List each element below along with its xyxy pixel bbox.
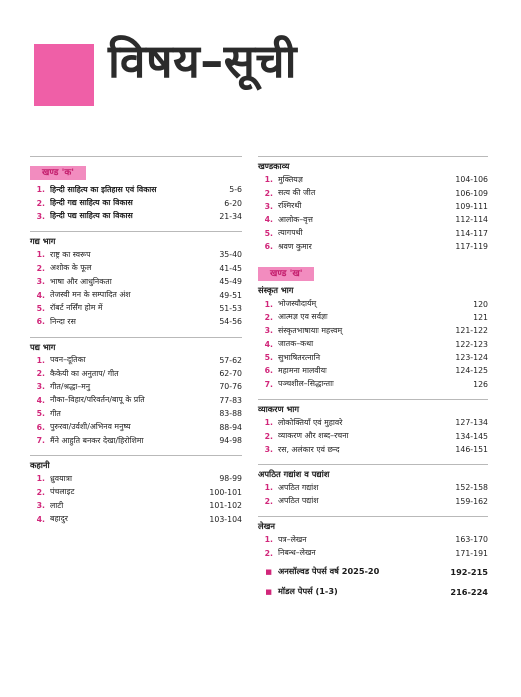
toc-entry[interactable] bbox=[30, 183, 242, 196]
entry-pages: 101-102 bbox=[209, 501, 242, 511]
entry-label: पुरुरवा/उर्वशी/अभिनव मनुष्य bbox=[50, 422, 131, 432]
entry-label: राष्ट्र का स्वरूप bbox=[50, 249, 91, 259]
entry-label: पंचलाइट bbox=[50, 487, 75, 497]
entry-number: 2. bbox=[264, 312, 273, 322]
toc-entry[interactable] bbox=[258, 186, 488, 199]
entry-label: मॉडल पेपर्स (1-3) bbox=[278, 586, 338, 597]
entry-label: महामना मालवीयः bbox=[278, 365, 327, 375]
entry-label: भोजस्यौदार्यम् bbox=[278, 299, 317, 309]
entry-number: 1. bbox=[36, 185, 45, 195]
entry-pages: 83-88 bbox=[219, 409, 242, 419]
entry-number: 3. bbox=[36, 211, 45, 221]
entry-number: 4. bbox=[264, 339, 273, 349]
entry-label: पवन–दूतिका bbox=[50, 355, 86, 365]
toc-entry[interactable] bbox=[30, 472, 242, 485]
toc-entry[interactable] bbox=[30, 315, 242, 328]
entry-label: अपठित पद्यांश bbox=[278, 496, 319, 506]
toc-entry[interactable] bbox=[30, 499, 242, 512]
entry-pages: 57-62 bbox=[219, 355, 242, 365]
entry-number: 1. bbox=[264, 175, 273, 185]
toc-entry[interactable] bbox=[30, 486, 242, 499]
entry-number: 4. bbox=[36, 395, 45, 405]
pink-title-block bbox=[34, 44, 94, 106]
toc-entry[interactable] bbox=[258, 533, 488, 546]
entry-label: अनसॉल्वड पेपर्स वर्ष 2025-20 bbox=[278, 566, 380, 577]
section-divider bbox=[30, 337, 242, 338]
section-kahani bbox=[30, 455, 242, 526]
section-divider bbox=[258, 399, 488, 400]
entry-label: पत्र–लेखन bbox=[278, 534, 307, 544]
entry-pages: 152-158 bbox=[455, 483, 488, 493]
entry-label: संस्कृतभाषायाः महत्त्वम् bbox=[278, 325, 343, 335]
entry-label: व्याकरण और शब्द–रचना bbox=[278, 431, 349, 441]
entry-pages: 6-20 bbox=[224, 198, 242, 208]
section-divider bbox=[30, 231, 242, 232]
entry-pages: 88-94 bbox=[219, 422, 242, 432]
entry-number: 2. bbox=[36, 263, 45, 273]
toc-left-column bbox=[30, 156, 242, 534]
entry-number: 1. bbox=[264, 418, 273, 428]
section-khand-ka bbox=[30, 156, 242, 223]
entry-number: 2. bbox=[36, 198, 45, 208]
section-heading: कहानी bbox=[30, 460, 50, 471]
entry-pages: 35-40 bbox=[219, 250, 242, 260]
entry-pages: 112-114 bbox=[455, 215, 488, 225]
entry-number: 2. bbox=[264, 188, 273, 198]
entry-pages: 127-134 bbox=[455, 418, 488, 428]
toc-entry[interactable] bbox=[258, 227, 488, 240]
toc-entry[interactable] bbox=[258, 378, 488, 391]
section-divider bbox=[30, 156, 242, 157]
entry-pages: 146-151 bbox=[455, 445, 488, 455]
entry-pages: 62-70 bbox=[219, 369, 242, 379]
entry-label: लोकोक्तियाँ एवं मुहावरे bbox=[278, 417, 343, 427]
entry-pages: 159-162 bbox=[455, 496, 488, 506]
entry-number: 1. bbox=[36, 250, 45, 260]
section-heading: पद्य भाग bbox=[30, 341, 56, 352]
entry-label: मुक्तियज्ञ bbox=[278, 174, 303, 184]
entry-number: 2. bbox=[36, 369, 45, 379]
section-divider bbox=[258, 464, 488, 465]
toc-entry[interactable] bbox=[30, 288, 242, 301]
page-title: विषय–सूची bbox=[108, 34, 297, 88]
toc-entry-model-papers[interactable] bbox=[258, 584, 488, 600]
entry-pages: 49-51 bbox=[219, 290, 242, 300]
entry-pages: 192-215 bbox=[450, 566, 488, 577]
entry-number: 2. bbox=[264, 496, 273, 506]
entry-label: हिन्दी गद्य साहित्य का विकास bbox=[50, 198, 133, 208]
entry-number: 4. bbox=[264, 215, 273, 225]
toc-entry[interactable] bbox=[258, 351, 488, 364]
entry-pages: 54-56 bbox=[219, 317, 242, 327]
entry-number: 4. bbox=[36, 514, 45, 524]
entry-label: रस, अलंकार एवं छन्द bbox=[278, 444, 340, 454]
entry-number: 2. bbox=[264, 548, 273, 558]
khand-ka-badge: खण्ड 'क' bbox=[30, 166, 86, 180]
entry-pages: 94-98 bbox=[219, 436, 242, 446]
entry-pages: 121 bbox=[473, 312, 488, 322]
toc-entry[interactable] bbox=[258, 173, 488, 186]
section-apathit bbox=[258, 464, 488, 508]
entry-pages: 121-122 bbox=[455, 326, 488, 336]
entry-label: मैंने आहुति बनकर देखा/हिरोशिमा bbox=[50, 435, 144, 445]
entry-number: 2. bbox=[264, 431, 273, 441]
entry-pages: 51-53 bbox=[219, 303, 242, 313]
entry-pages: 109-111 bbox=[455, 201, 488, 211]
toc-entry[interactable] bbox=[258, 495, 488, 508]
entry-pages: 5-6 bbox=[229, 185, 242, 195]
entry-label: कैकेयी का अनुताप/ गीत bbox=[50, 368, 119, 378]
entry-number: 6. bbox=[264, 242, 273, 252]
section-gadya bbox=[30, 231, 242, 328]
section-divider bbox=[258, 156, 488, 157]
entry-label: निन्दा रस bbox=[50, 316, 76, 326]
entry-label: भाषा और आधुनिकता bbox=[50, 276, 112, 286]
entry-pages: 122-123 bbox=[455, 339, 488, 349]
entry-pages: 104-106 bbox=[455, 175, 488, 185]
section-vyakaran bbox=[258, 399, 488, 456]
entry-number: 5. bbox=[36, 409, 45, 419]
entry-number: 1. bbox=[264, 535, 273, 545]
toc-entry[interactable] bbox=[258, 297, 488, 310]
entry-number: 1. bbox=[264, 483, 273, 493]
square-bullet-icon: ■ bbox=[265, 567, 272, 576]
entry-number: 7. bbox=[264, 379, 273, 389]
entry-pages: 124-125 bbox=[455, 366, 488, 376]
entry-label: निबन्ध–लेखन bbox=[278, 548, 316, 558]
toc-entry-unsolved-papers[interactable] bbox=[258, 564, 488, 580]
entry-label: आत्मज्ञ एव सर्वज्ञः bbox=[278, 312, 328, 322]
entry-number: 5. bbox=[36, 303, 45, 313]
entry-pages: 216-224 bbox=[450, 586, 488, 597]
entry-pages: 171-191 bbox=[455, 548, 488, 558]
toc-entry[interactable] bbox=[258, 481, 488, 494]
entry-number: 3. bbox=[36, 277, 45, 287]
entry-number: 7. bbox=[36, 436, 45, 446]
toc-right-column bbox=[258, 156, 488, 608]
section-heading: संस्कृत भाग bbox=[258, 285, 294, 296]
entry-label: बहादुर bbox=[50, 514, 68, 524]
entry-label: नौका–विहार/परिवर्तन/बापू के प्रति bbox=[50, 395, 145, 405]
entry-number: 5. bbox=[264, 353, 273, 363]
entry-label: ध्रुवयात्रा bbox=[50, 473, 72, 483]
entry-label: अपठित गद्यांश bbox=[278, 482, 319, 492]
entry-pages: 123-124 bbox=[455, 353, 488, 363]
entry-label: गीत/श्रद्धा–मनु bbox=[50, 381, 91, 391]
toc-entry[interactable] bbox=[258, 200, 488, 213]
entry-number: 6. bbox=[36, 422, 45, 432]
entry-number: 6. bbox=[264, 366, 273, 376]
toc-entry[interactable] bbox=[30, 196, 242, 209]
toc-entry[interactable] bbox=[258, 443, 488, 456]
entry-number: 6. bbox=[36, 317, 45, 327]
khand-kha-badge: खण्ड 'ख' bbox=[258, 267, 314, 281]
toc-entry[interactable] bbox=[30, 420, 242, 433]
toc-entry[interactable] bbox=[30, 512, 242, 525]
toc-entry[interactable] bbox=[258, 311, 488, 324]
entry-label: त्यागपथी bbox=[278, 228, 303, 238]
entry-number: 3. bbox=[264, 326, 273, 336]
entry-label: गीत bbox=[50, 408, 61, 418]
entry-label: अशोक के फूल bbox=[50, 263, 92, 273]
section-khand-kha bbox=[258, 261, 488, 391]
square-bullet-icon: ■ bbox=[265, 587, 272, 596]
entry-pages: 114-117 bbox=[455, 228, 488, 238]
entry-pages: 106-109 bbox=[455, 188, 488, 198]
entry-number: 3. bbox=[264, 201, 273, 211]
toc-entry[interactable] bbox=[30, 380, 242, 393]
entry-pages: 163-170 bbox=[455, 535, 488, 545]
entry-number: 4. bbox=[36, 290, 45, 300]
toc-entry[interactable] bbox=[30, 248, 242, 261]
entry-label: तेजस्वी मन के सम्पादित अंश bbox=[50, 290, 131, 300]
toc-entry[interactable] bbox=[30, 262, 242, 275]
toc-entry[interactable] bbox=[258, 416, 488, 429]
toc-entry[interactable] bbox=[30, 275, 242, 288]
entry-pages: 126 bbox=[473, 379, 488, 389]
entry-pages: 41-45 bbox=[219, 263, 242, 273]
toc-entry[interactable] bbox=[258, 429, 488, 442]
toc-entry[interactable] bbox=[30, 302, 242, 315]
toc-entry[interactable] bbox=[30, 434, 242, 447]
toc-entry[interactable] bbox=[258, 240, 488, 253]
entry-label: हिन्दी साहित्य का इतिहास एवं विकास bbox=[50, 184, 157, 194]
entry-pages: 117-119 bbox=[455, 242, 488, 252]
toc-entry[interactable] bbox=[30, 210, 242, 223]
section-divider bbox=[258, 516, 488, 517]
toc-entry[interactable] bbox=[30, 354, 242, 367]
toc-entry[interactable] bbox=[30, 407, 242, 420]
entry-pages: 45-49 bbox=[219, 277, 242, 287]
entry-pages: 70-76 bbox=[219, 382, 242, 392]
entry-label: जातक–कथा bbox=[278, 339, 314, 349]
entry-label: रॉबर्ट नर्सिंग होम में bbox=[50, 303, 103, 313]
toc-entry[interactable] bbox=[258, 546, 488, 559]
entry-label: श्रवण कुमार bbox=[278, 241, 312, 251]
entry-label: सुभाषितरत्नानि bbox=[278, 352, 321, 362]
toc-entry[interactable] bbox=[258, 213, 488, 226]
section-padya bbox=[30, 337, 242, 448]
entry-label: सत्य की जीत bbox=[278, 188, 316, 198]
entry-label: हिन्दी पद्य साहित्य का विकास bbox=[50, 211, 133, 221]
entry-pages: 100-101 bbox=[209, 487, 242, 497]
entry-number: 5. bbox=[264, 228, 273, 238]
section-heading: खण्डकाव्य bbox=[258, 161, 290, 171]
entry-pages: 77-83 bbox=[219, 395, 242, 405]
entry-number: 1. bbox=[36, 355, 45, 365]
entry-pages: 134-145 bbox=[455, 431, 488, 441]
section-heading: व्याकरण भाग bbox=[258, 404, 300, 415]
entry-label: लाटी bbox=[50, 500, 64, 510]
entry-number: 1. bbox=[264, 299, 273, 309]
toc-entry[interactable] bbox=[30, 394, 242, 407]
toc-entry[interactable] bbox=[258, 338, 488, 351]
section-heading: गद्य भाग bbox=[30, 236, 56, 247]
entry-number: 3. bbox=[36, 382, 45, 392]
section-heading: अपठित गद्यांश व पद्यांश bbox=[258, 469, 330, 480]
toc-entry[interactable] bbox=[258, 324, 488, 337]
toc-entry[interactable] bbox=[30, 367, 242, 380]
entry-pages: 21-34 bbox=[219, 211, 242, 221]
section-khandkavya bbox=[258, 156, 488, 253]
entry-label: रश्मिरथी bbox=[278, 201, 302, 211]
entry-pages: 98-99 bbox=[219, 474, 242, 484]
entry-number: 2. bbox=[36, 487, 45, 497]
entry-number: 1. bbox=[36, 474, 45, 484]
section-divider bbox=[30, 455, 242, 456]
entry-number: 3. bbox=[36, 501, 45, 511]
entry-label: पञ्चशील–सिद्धान्ताः bbox=[278, 379, 334, 389]
section-lekhan bbox=[258, 516, 488, 600]
entry-number: 3. bbox=[264, 445, 273, 455]
entry-pages: 120 bbox=[473, 299, 488, 309]
entry-pages: 103-104 bbox=[209, 514, 242, 524]
toc-entry[interactable] bbox=[258, 364, 488, 377]
section-heading: लेखन bbox=[258, 521, 276, 532]
entry-label: आलोक–वृत्त bbox=[278, 214, 313, 224]
